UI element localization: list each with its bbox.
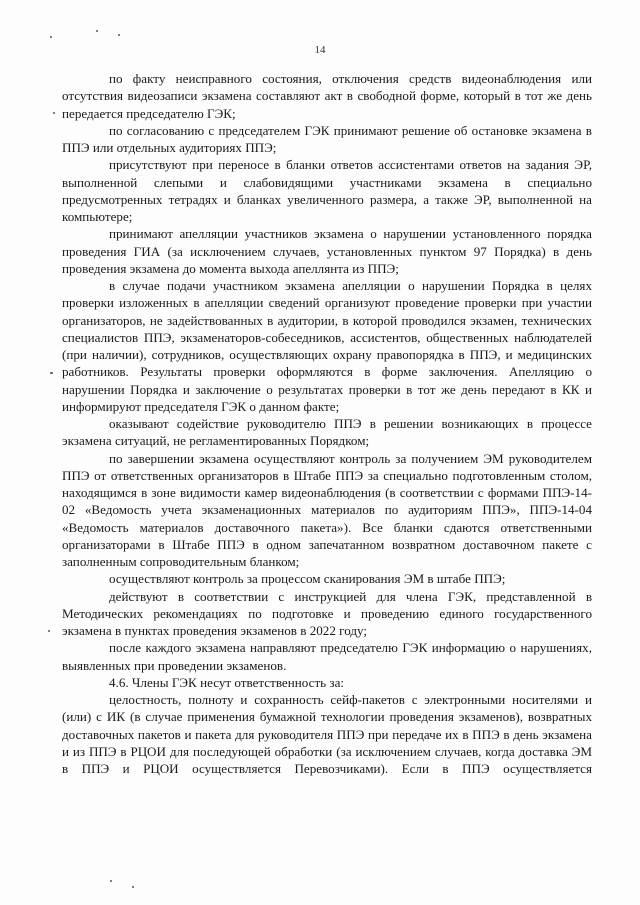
page-number: 14 <box>314 44 326 56</box>
scan-speck <box>50 372 53 374</box>
paragraph: по согласованию с председателем ГЭК принимают решение об остановке экзамена в ППЭ или отдельных аудиториях ППЭ; <box>62 122 592 155</box>
final-paragraph: целостность, полноту и сохранность сейф-пакетов с электронными носителями и (или) с ИК (в случае применения бумажной технологии проведения экзаменов), возвратных доставочных пакетов и пакета для руководителя ППЭ при передаче их в ППЭ в день экзамена и из ППЭ в РЦОИ для последующей обработки (за исключением случаев, когда доставка ЭМ в ППЭ и РЦОИ осуществляется Перевозчиками). Если в ППЭ осуществляется <box>62 692 592 776</box>
paragraph: по завершении экзамена осуществляют контроль за получением ЭМ руководителем ППЭ от ответственных организаторов в Штабе ППЭ за специально подготовленным столом, находящимся в зоне видимости камер видеонаблюдения (в соответствии с формами ППЭ-14-02 «Ведомость учета экзаменационных материалов по аудиториям ППЭ», ППЭ-14-04 «Ведомость материалов доставочного пакета»). Все бланки сдаются ответственными организаторами в Штабе ППЭ в одном запечатанном возвратном доставочном пакете с заполненным сопроводительным бланком; <box>62 450 592 569</box>
scan-speck <box>118 34 120 36</box>
document-body <box>62 70 592 777</box>
paragraph: по факту неисправного состояния, отключения средств видеонаблюдения или отсутствия видеозаписи экзамена составляют акт в свободной форме, который в тот же день передается председателю ГЭК; <box>62 71 592 121</box>
scan-speck <box>132 886 134 888</box>
section-heading: 4.6. Члены ГЭК несут ответственность за: <box>109 674 345 690</box>
scan-speck <box>53 112 55 114</box>
paragraph: действуют в соответствии с инструкцией для члена ГЭК, представленной в Методических рекомендациях по подготовке и проведению единого государственного экзамена в пунктах проведения экзаменов в 2022 году; <box>62 588 592 638</box>
scan-speck <box>50 36 52 38</box>
paragraph: присутствуют при переносе в бланки ответов ассистентами ответов на задания ЭР, выполненной слепыми и слабовидящими участниками экзамена в специально предусмотренных тетрадях и бланках увеличенного размера, а также ЭР, выполненной на компьютере; <box>62 157 592 224</box>
paragraph: в случае подачи участником экзамена апелляции о нарушении Порядка в целях проверки изложенных в апелляции сведений организуют проведение проверки при участии организаторов, не задействованных в аудитории, в которой проводился экзамен, технических специалистов ППЭ, экзаменаторов-собеседников, ассистентов, общественных наблюдателей (при наличии), сотрудников, осуществляющих охрану правопорядка в ППЭ, и медицинских работников. Результаты проверки оформляются в форме заключения. Апелляцию о нарушении Порядка и заключение о результатах проверки в тот же день передают в КК и информируют председателя ГЭК о данном факте; <box>62 278 592 414</box>
paragraph: после каждого экзамена направляют председателю ГЭК информацию о нарушениях, выявленных при проведении экзаменов. <box>62 640 592 673</box>
paragraph: осуществляют контроль за процессом сканирования ЭМ в штабе ППЭ; <box>109 571 506 587</box>
paragraph: принимают апелляции участников экзамена о нарушении установленного порядка проведения ГИА (за исключением случаев, установленных пунктом 97 Порядка) в день проведения экзамена до момента выхода апеллянта из ППЭ; <box>62 226 592 276</box>
scan-speck <box>110 880 112 882</box>
scan-speck <box>48 630 50 632</box>
scan-speck <box>96 30 98 32</box>
paragraph: оказывают содействие руководителю ППЭ в решении возникающих в процессе экзамена ситуаций, не регламентированных Порядком; <box>62 416 592 449</box>
